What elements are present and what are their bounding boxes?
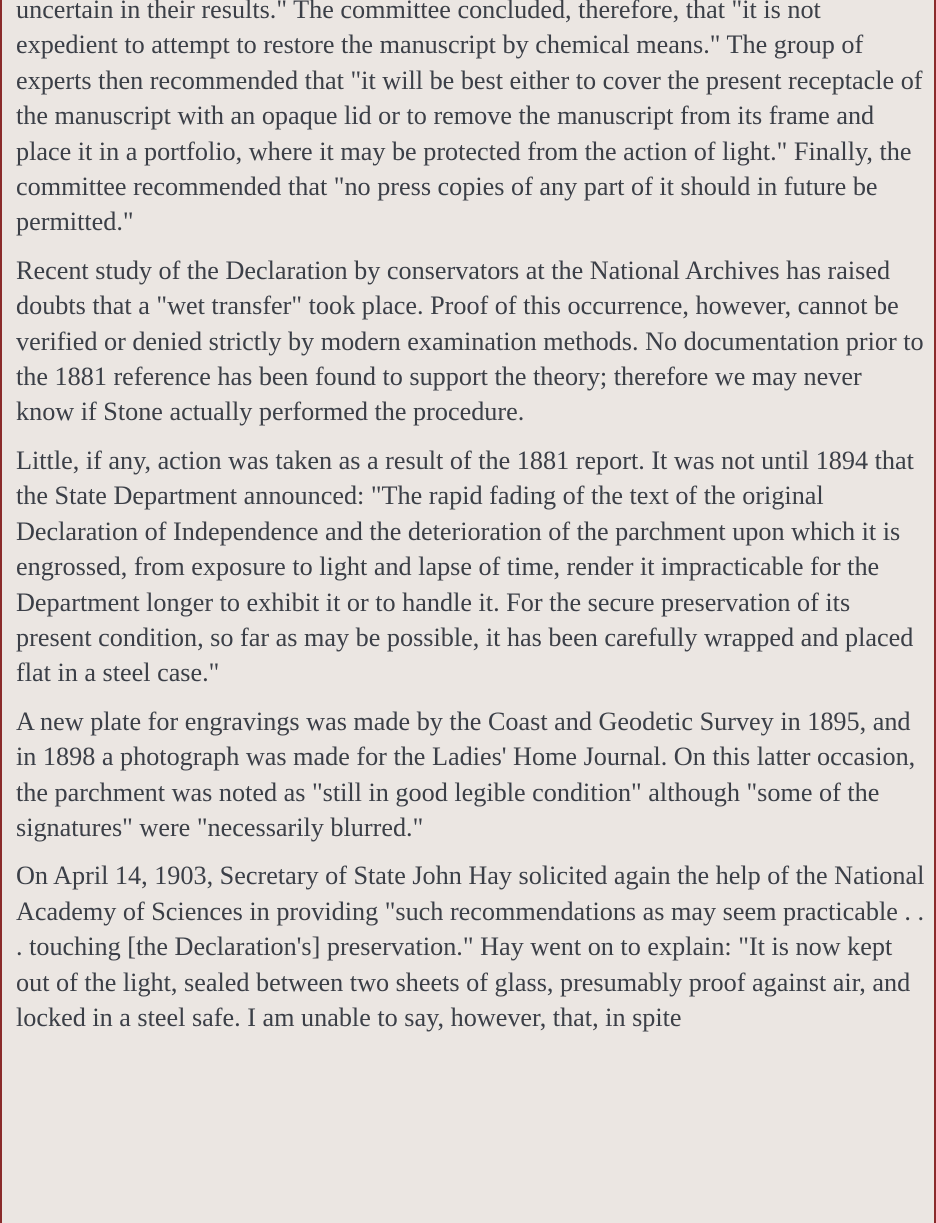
paragraph-wet-transfer-doubts: Recent study of the Declaration by conservators at the National Archives has raised doubts that a "wet transfer" took place. Proof of this occurrence, however, cannot be verified or denied strictly by modern examination methods. No documentation prior to the 1881 reference has been found to support the theory; therefore we may never know if Stone actually performed the procedure. [16, 255, 924, 427]
paragraph-1903-john-hay: On April 14, 1903, Secretary of State John Hay solicited again the help of the National Academy of Sciences in providing "such recommendations as may seem practicable . . . touching [the Declaration's] preservation." Hay went on to explain: "It is now kept out of the light, sealed between two sheets of glass, presumably proof against air, and locked in a steel safe. I am unable to say, however, that, in spite [16, 861, 925, 1032]
paragraph-1894-state-department: Little, if any, action was taken as a result of the 1881 report. It was not until 1894 that the State Department announced: "The rapid fading of the text of the original Declaration of Independence and the deterioration of the parchment upon which it is engrossed, from exposure to light and lapse of time, render it impracticable for the Department longer to exhibit it or to handle it. For the secure preservation of its present condition, so far as may be possible, it has been carefully wrapped and placed flat in a steel case." [16, 445, 914, 688]
paragraph-1895-engraving-plate: A new plate for engravings was made by the Coast and Geodetic Survey in 1895, and in 1898 a photograph was made for the Ladies' Home Journal. On this latter occasion, the parchment was noted as "still in good legible condition" although "some of the signatures" were "necessarily blurred." [16, 706, 916, 842]
article-body [16, 0, 926, 1048]
paragraph-1981-committee-conclusion: uncertain in their results." The committee concluded, therefore, that "it is not expedient to attempt to restore the manuscript by chemical means." The group of experts then recommended that "it will be best either to cover the present receptacle of the manuscript with an opaque lid or to remove the manuscript from its frame and place it in a portfolio, where it may be protected from the action of light." Finally, the committee recommended that "no press copies of any part of it should in future be permitted." [16, 0, 923, 237]
